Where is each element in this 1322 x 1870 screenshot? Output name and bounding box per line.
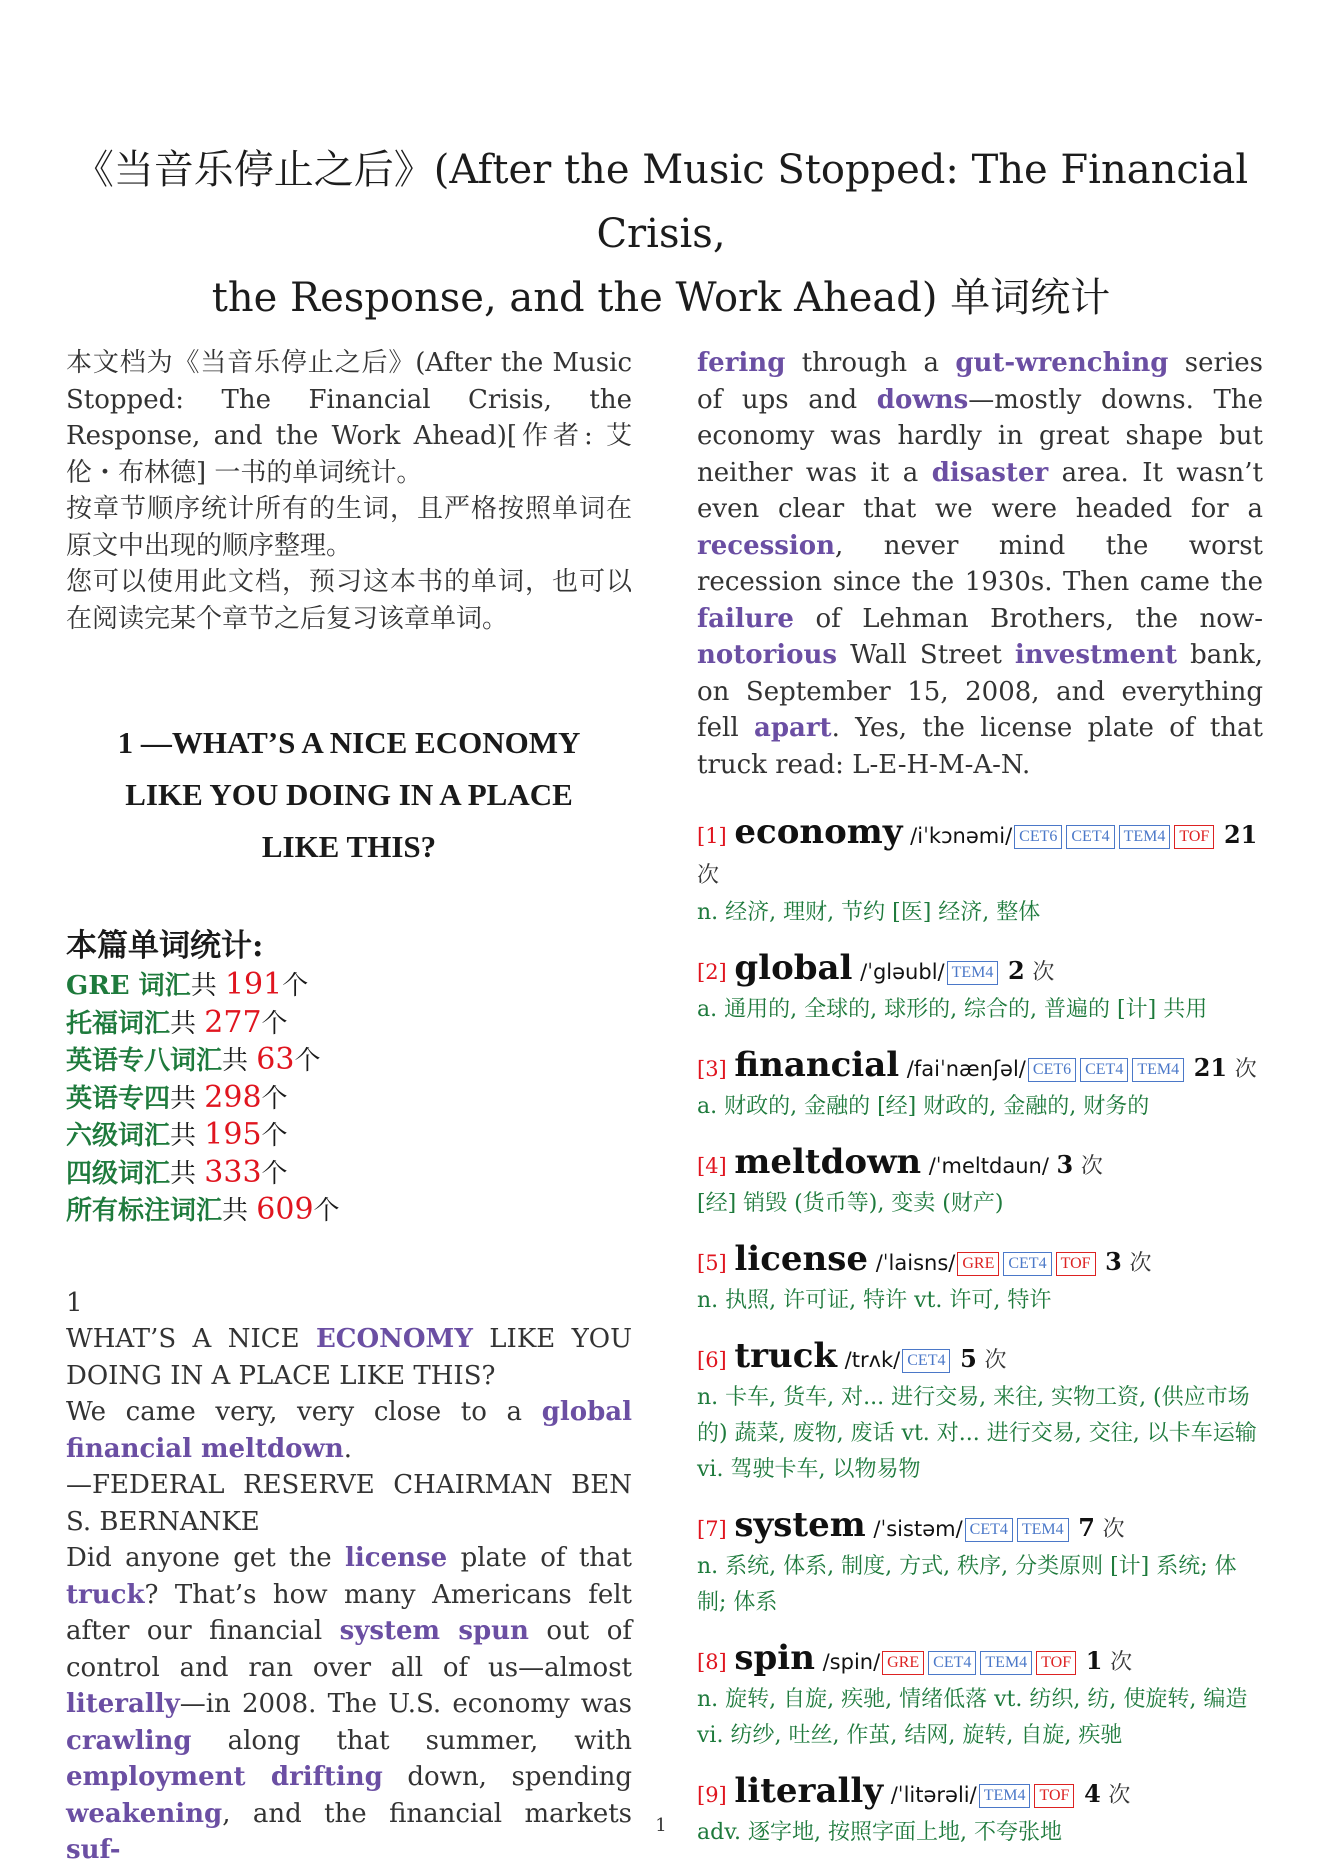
text-run: We came very, very close to a	[66, 1397, 542, 1427]
level-tag: TEM4	[947, 961, 999, 985]
stat-mid: 共	[190, 971, 225, 1001]
level-tag: CET4	[965, 1518, 1013, 1542]
stat-label: GRE 词汇	[66, 971, 191, 1001]
highlighted-word: gut-wrenching	[955, 348, 1169, 378]
entry-definition: adv. 逐字地, 按照字面上地, 不夸张地	[697, 1820, 1062, 1845]
stat-value: 63	[256, 1042, 295, 1077]
entry-times: 次	[1129, 1251, 1152, 1276]
entry-phonetic: /ˈgləubl/	[860, 960, 945, 984]
vocab-entry	[697, 1143, 1263, 1222]
body-paragraph	[697, 345, 1263, 783]
continued-text	[697, 345, 1263, 783]
stat-value: 298	[204, 1079, 262, 1115]
text-run: , and the financial markets	[222, 1798, 632, 1829]
document-title	[40, 138, 1282, 330]
stat-value: 195	[204, 1117, 262, 1152]
entry-index: [1]	[697, 824, 727, 848]
entry-definition: n. 执照, 许可证, 特许 vt. 许可, 特许	[697, 1288, 1052, 1313]
chapter-text	[66, 1285, 632, 1869]
entry-times: 次	[984, 1348, 1007, 1373]
highlighted-word: literally	[66, 1689, 180, 1719]
stat-label: 托福词汇	[66, 1008, 171, 1039]
entry-phonetic: /ˈlitərəli/	[890, 1783, 977, 1807]
entry-definition: n. 经济, 理财, 节约 [医] 经济, 整体	[697, 900, 1041, 925]
chapter-heading-line: LIKE YOU DOING IN A PLACE	[125, 777, 573, 812]
chapter-heading	[66, 717, 632, 873]
entry-phonetic: /ˈlaisns/	[875, 1251, 956, 1275]
stat-line	[66, 1005, 632, 1043]
entry-count: 4	[1084, 1779, 1101, 1808]
stat-unit: 个	[261, 1008, 288, 1039]
text-run: WHAT’S A NICE	[66, 1324, 316, 1354]
text-run: . Yes, the license plate of that truck read: L-E-H-M-A-N.	[697, 713, 1263, 780]
entry-word: global	[734, 948, 853, 988]
level-tag: TEM4	[1132, 1058, 1184, 1082]
entry-word: literally	[734, 1771, 884, 1811]
stat-value: 609	[256, 1192, 314, 1227]
stat-label: 英语专四	[66, 1083, 171, 1114]
entry-times: 次	[1032, 960, 1055, 985]
entry-word: economy	[734, 812, 903, 852]
stat-mid: 共	[170, 1158, 205, 1189]
level-tag: GRE	[957, 1252, 999, 1276]
level-tag: CET6	[1028, 1058, 1076, 1082]
stat-mid: 共	[222, 1046, 257, 1076]
text-run: through a	[785, 348, 956, 378]
entry-word: spin	[734, 1638, 815, 1678]
entry-index: [7]	[697, 1517, 727, 1541]
title-line-2: the Response, and the Work Ahead) 单词统计	[211, 275, 1111, 321]
level-tag: CET4	[1080, 1058, 1128, 1082]
stat-unit: 个	[261, 1158, 288, 1189]
level-tag: CET4	[1066, 825, 1114, 849]
chapter-heading-line: 1 —WHAT’S A NICE ECONOMY	[117, 725, 581, 760]
entry-phonetic: /ˈsistəm/	[873, 1517, 963, 1541]
intro-paragraph: 按章节顺序统计所有的生词，且严格按照单词在原文中出现的顺序整理。	[66, 494, 632, 561]
text-run: —in 2008. The U.S. economy was	[179, 1689, 632, 1719]
level-tag: TEM4	[1017, 1518, 1069, 1542]
text-run: —mostly downs. The economy was hardly in great shape but neither was it a	[697, 384, 1263, 488]
stat-value: 333	[204, 1154, 262, 1190]
level-tag: TEM4	[979, 1784, 1031, 1808]
highlighted-word: system spun	[339, 1616, 529, 1646]
entry-definition: [经] 销毁 (货币等), 变卖 (财产)	[697, 1191, 1004, 1216]
text-run: plate of that	[447, 1543, 632, 1573]
vocabulary-list	[697, 813, 1263, 1851]
vocab-entry	[697, 1506, 1263, 1621]
intro-paragraph: 本文档为《当音乐停止之后》(After the Music Stopped: The Financial Crisis, the Response, and the Work Ahead)[作者: 艾伦・布林德] 一书的单词统计。	[66, 348, 632, 488]
entry-index: [5]	[697, 1251, 727, 1275]
entry-word: truck	[734, 1336, 837, 1376]
text-run: along that summer, with	[191, 1725, 632, 1756]
entry-definition: n. 卡车, 货车, 对... 进行交易, 来往, 实物工资, (供应市场的) 蔬菜, 废物, 废话 vt. 对... 进行交易, 交往, 以卡车运输 vi. 驾驶卡车, 以物易物	[697, 1385, 1257, 1482]
stat-mid: 共	[170, 1008, 205, 1039]
entry-phonetic: /ˈmeltdaun/	[928, 1154, 1049, 1178]
level-tag: TEM4	[1119, 825, 1171, 849]
text-run: out of control and ran over all of us—almost	[66, 1616, 632, 1683]
level-tag: TOF	[1056, 1252, 1096, 1276]
stat-unit: 个	[261, 1121, 288, 1151]
stat-line	[66, 1155, 632, 1193]
text-run: , never mind the worst recession since the 1930s. Then came the	[697, 530, 1263, 597]
vocab-entry	[697, 1337, 1263, 1488]
entry-count: 2	[1008, 956, 1025, 985]
highlighted-word: downs	[876, 384, 969, 415]
entry-head	[697, 949, 1263, 992]
chapter-title-line	[66, 1321, 632, 1394]
highlighted-word: failure	[697, 603, 794, 634]
level-tag: TOF	[1174, 825, 1214, 849]
stat-label: 英语专八词汇	[66, 1046, 223, 1076]
level-tag: TOF	[1036, 1651, 1076, 1675]
text-run: area. It wasn’t even clear that we were headed for a	[697, 457, 1263, 524]
entry-count: 1	[1085, 1646, 1103, 1675]
text-run: Wall Street	[837, 640, 1015, 670]
stat-label: 六级词汇	[66, 1121, 171, 1151]
chapter-heading-line: LIKE THIS?	[261, 829, 437, 864]
stat-value: 191	[224, 967, 283, 1002]
vocab-entry	[697, 1639, 1263, 1754]
entry-head	[697, 1240, 1263, 1283]
text-run: .	[343, 1433, 353, 1464]
highlighted-word: recession	[697, 530, 836, 561]
entry-phonetic: /iˈkɔnəmi/	[910, 824, 1013, 848]
level-tag: TEM4	[980, 1651, 1032, 1675]
text-run: LIKE YOU DOING IN A PLACE LIKE THIS?	[66, 1324, 632, 1391]
stat-unit: 个	[261, 1083, 288, 1114]
level-tag: CET4	[1003, 1252, 1051, 1276]
stat-value: 277	[204, 1004, 262, 1040]
entry-index: [2]	[697, 960, 727, 984]
highlighted-word: suf-	[66, 1835, 121, 1865]
entry-index: [9]	[697, 1783, 727, 1807]
stat-unit: 个	[313, 1196, 340, 1226]
entry-count: 5	[960, 1344, 977, 1373]
entry-word: system	[734, 1505, 866, 1545]
entry-times: 次	[1110, 1650, 1133, 1675]
entry-count: 3	[1105, 1247, 1122, 1276]
highlighted-word: ECONOMY	[315, 1324, 473, 1354]
level-tag: CET4	[928, 1651, 976, 1675]
entry-times: 次	[697, 863, 720, 888]
entry-definition: n. 系统, 体系, 制度, 方式, 秩序, 分类原则 [计] 系统; 体制; 体系	[697, 1554, 1237, 1615]
stat-line	[66, 1080, 632, 1118]
entry-count: 7	[1078, 1513, 1095, 1542]
vocab-entry	[697, 1046, 1263, 1125]
stat-unit: 个	[282, 971, 309, 1001]
entry-count: 21	[1193, 1053, 1228, 1082]
entry-head	[697, 1337, 1263, 1380]
entry-head	[697, 1639, 1263, 1682]
highlighted-word: fering	[697, 348, 786, 378]
highlighted-word: crawling	[66, 1725, 192, 1756]
entry-phonetic: /faiˈnænʃəl/	[906, 1057, 1026, 1081]
chapter-number: 1	[66, 1287, 83, 1318]
intro-paragraph: 您可以使用此文档，预习这本书的单词，也可以在阅读完某个章节之后复习该章单词。	[66, 567, 632, 634]
epigraph	[66, 1394, 632, 1467]
text-run: of Lehman Brothers, the now-	[793, 603, 1263, 634]
entry-word: financial	[734, 1045, 900, 1085]
epigraph-attribution: —FEDERAL RESERVE CHAIRMAN BEN S. BERNANKE	[66, 1470, 632, 1537]
entry-times: 次	[1108, 1783, 1131, 1808]
intro-section	[66, 345, 632, 637]
level-tag: GRE	[882, 1651, 924, 1675]
highlighted-word: employment drifting	[66, 1762, 383, 1792]
level-tag: TOF	[1034, 1784, 1074, 1808]
entry-index: [6]	[697, 1348, 727, 1372]
entry-count: 3	[1056, 1150, 1074, 1179]
stat-line	[66, 967, 632, 1005]
entry-definition: a. 通用的, 全球的, 球形的, 综合的, 普遍的 [计] 共用	[697, 997, 1208, 1022]
right-column	[697, 345, 1263, 1869]
entry-count: 21	[1223, 820, 1258, 849]
highlighted-word: apart	[753, 713, 832, 743]
level-tag: CET6	[1014, 825, 1062, 849]
highlighted-word: truck	[66, 1579, 145, 1610]
entry-times: 次	[1234, 1057, 1257, 1082]
entry-index: [4]	[697, 1154, 727, 1178]
stat-unit: 个	[294, 1046, 321, 1076]
entry-phonetic: /spin/	[822, 1650, 881, 1674]
entry-word: license	[734, 1239, 869, 1279]
text-run: series of ups and	[697, 348, 1263, 415]
page-number: 1	[655, 1815, 667, 1836]
vocab-entry	[697, 1240, 1263, 1319]
vocab-entry	[697, 1772, 1263, 1851]
stats-title: 本篇单词统计:	[66, 928, 264, 964]
left-column	[66, 345, 632, 1869]
stat-line	[66, 1117, 632, 1155]
stat-mid: 共	[222, 1196, 257, 1226]
highlighted-word: weakening	[66, 1798, 223, 1829]
entry-head	[697, 1506, 1263, 1549]
text-run: Did anyone get the	[66, 1543, 345, 1573]
stat-label: 所有标注词汇	[66, 1196, 223, 1226]
stats-list	[66, 967, 632, 1230]
text-run: down, spending	[382, 1762, 632, 1792]
stat-mid: 共	[170, 1083, 205, 1114]
stat-line	[66, 1042, 632, 1080]
entry-definition: a. 财政的, 金融的 [经] 财政的, 金融的, 财务的	[697, 1094, 1150, 1119]
vocab-entry	[697, 813, 1263, 931]
entry-head	[697, 813, 1263, 895]
vocab-entry	[697, 949, 1263, 1028]
entry-head	[697, 1143, 1263, 1186]
highlighted-word: investment	[1014, 640, 1177, 670]
level-tag: CET4	[902, 1349, 950, 1373]
entry-index: [8]	[697, 1650, 727, 1674]
entry-index: [3]	[697, 1057, 727, 1081]
stat-label: 四级词汇	[66, 1158, 171, 1189]
text-run: ? That’s how many Americans felt after our financial	[66, 1579, 632, 1646]
stat-line	[66, 1192, 632, 1230]
text-run: bank, on September 15, 2008, and everything fell	[697, 640, 1263, 743]
highlighted-word: disaster	[931, 457, 1049, 488]
entry-word: meltdown	[734, 1142, 922, 1182]
entry-head	[697, 1772, 1263, 1815]
entry-times: 次	[1102, 1517, 1125, 1542]
entry-phonetic: /trʌk/	[844, 1348, 901, 1372]
entry-head	[697, 1046, 1263, 1089]
entry-times: 次	[1080, 1154, 1103, 1179]
highlighted-word: global financial meltdown	[66, 1397, 632, 1464]
highlighted-word: notorious	[697, 640, 838, 670]
stat-mid: 共	[170, 1121, 205, 1151]
title-line-1: 《当音乐停止之后》(After the Music Stopped: The Financial Crisis,	[73, 147, 1249, 257]
highlighted-word: license	[345, 1543, 448, 1573]
entry-definition: n. 旋转, 自旋, 疾驰, 情绪低落 vt. 纺织, 纺, 使旋转, 编造 vi. 纺纱, 吐丝, 作茧, 结网, 旋转, 自旋, 疾驰	[697, 1687, 1248, 1748]
